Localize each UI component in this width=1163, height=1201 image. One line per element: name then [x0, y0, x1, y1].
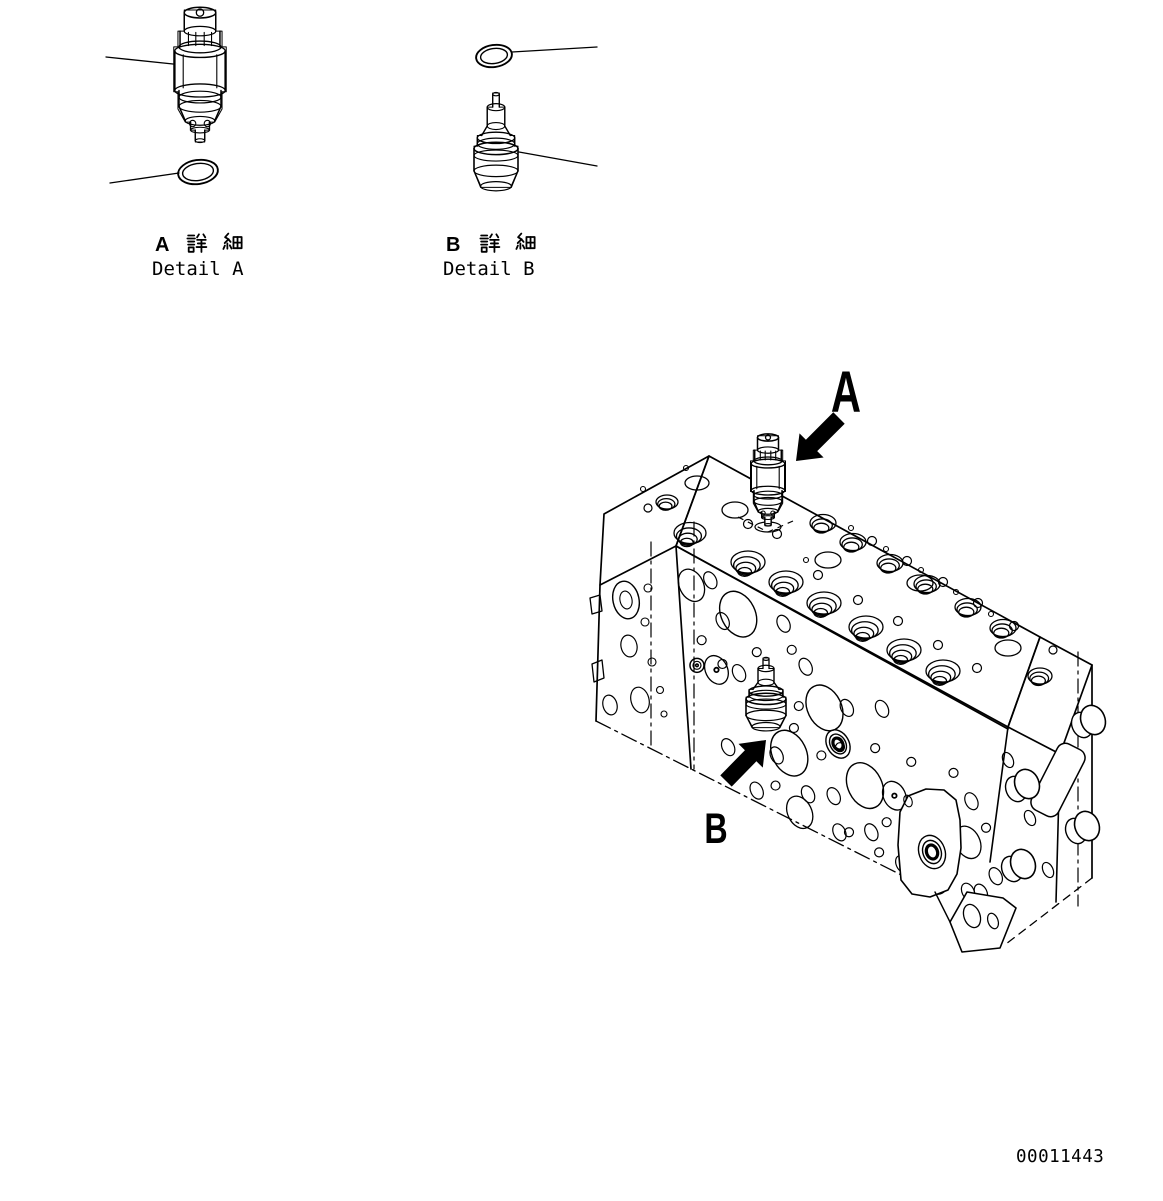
detail-b-o-ring	[475, 43, 514, 70]
kanji-character	[516, 234, 534, 249]
detail-a-o-ring	[177, 157, 220, 186]
detail-a-caption-prefix: A	[155, 234, 170, 256]
detail-b-caption-en: Detail B	[443, 258, 535, 280]
kanji-character	[187, 234, 206, 252]
kanji-character	[223, 234, 241, 249]
detail-a-caption-en: Detail A	[152, 258, 244, 280]
callout-b-label	[704, 806, 727, 854]
arrow-b-icon	[720, 740, 766, 787]
valve-block	[590, 434, 1110, 952]
kanji-character	[480, 234, 499, 252]
callout-a-label	[831, 359, 861, 424]
svg-text:A: A	[830, 359, 862, 425]
detail-b-valve	[474, 93, 518, 191]
mounting-foot	[935, 892, 1016, 952]
port-boss	[898, 789, 961, 897]
drawing-number: 00011443	[1016, 1147, 1105, 1167]
detail-a-caption-kanji	[187, 234, 241, 252]
svg-text:B: B	[704, 805, 728, 854]
block-right-end	[998, 652, 1110, 944]
detail-figures	[106, 7, 597, 191]
block-valve-a	[751, 434, 786, 526]
detail-b-caption-prefix: B	[446, 234, 461, 256]
diagram-artwork	[106, 7, 1110, 952]
detail-a-valve	[174, 7, 227, 142]
detail-b-caption-kanji	[480, 234, 534, 252]
block-top-face	[674, 456, 1092, 754]
block-valve-b	[746, 657, 786, 731]
